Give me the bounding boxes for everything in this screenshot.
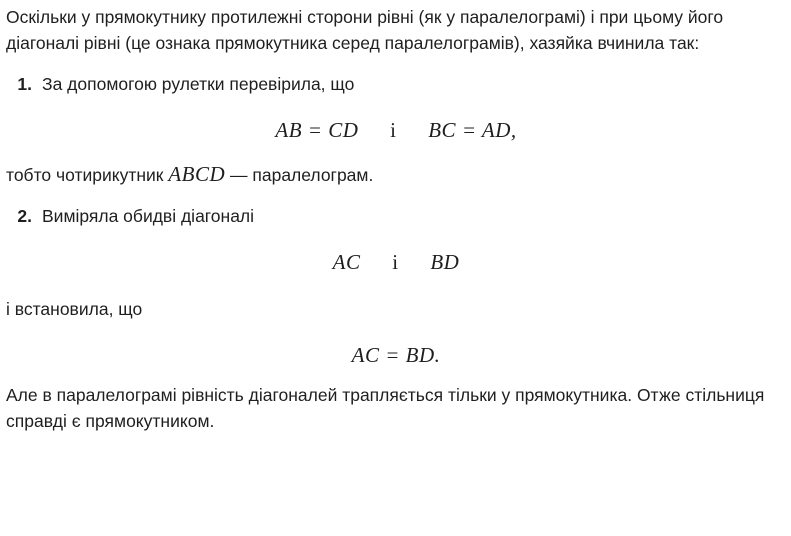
intro-paragraph: Оскільки у прямокутнику протилежні сторони рівні (як у паралелограмі) і при цьому його діагоналі рівні (це ознака прямокутника серед паралелограмів), хазяйка вчинила так: bbox=[6, 7, 724, 53]
equation-1-conjunction: і bbox=[390, 118, 397, 142]
step-2 bbox=[6, 203, 786, 229]
equation-1-left: AB = CD bbox=[275, 118, 359, 142]
equation-2-conjunction: і bbox=[392, 250, 399, 274]
conclusion-paragraph: Але в паралелограмі рівність діагоналей трапляється тільки у прямокутника. Отже стільниця справді є прямокутником. bbox=[6, 385, 765, 431]
equation-2-right: BD bbox=[430, 250, 460, 274]
step-1-number: 1. bbox=[17, 74, 32, 94]
equation-2 bbox=[6, 249, 786, 275]
step-2-number: 2. bbox=[17, 206, 32, 226]
equation-1 bbox=[6, 117, 786, 143]
step-1-text: За допомогою рулетки перевірила, що bbox=[42, 74, 355, 94]
quadrilateral-name: ABCD bbox=[168, 162, 226, 186]
step-1 bbox=[6, 71, 786, 97]
parallelogram-paragraph bbox=[6, 161, 786, 188]
equation-2-left: AC bbox=[332, 250, 361, 274]
equation-3: AC = BD. bbox=[351, 343, 441, 367]
step-2-text: Виміряла обидві діагоналі bbox=[42, 206, 255, 226]
established-paragraph: і встановила, що bbox=[6, 299, 143, 319]
parallelogram-text-after: — паралелограм. bbox=[225, 165, 374, 185]
parallelogram-text-before: тобто чотирикутник bbox=[6, 165, 169, 185]
document-body bbox=[6, 4, 786, 434]
equation-1-right: BC = AD, bbox=[428, 118, 517, 142]
